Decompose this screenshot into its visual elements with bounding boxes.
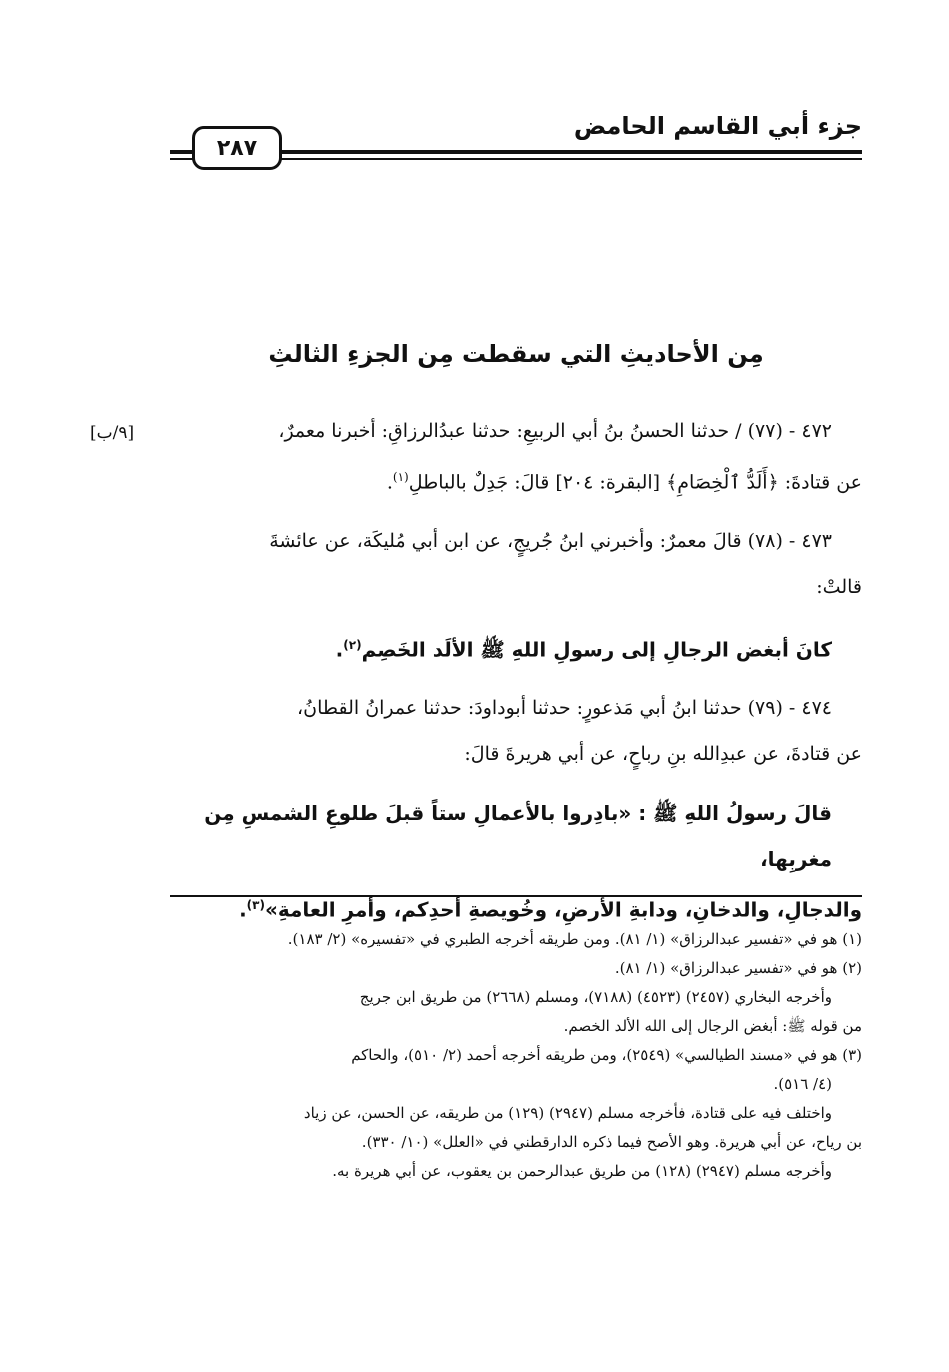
page-number: ٢٨٧ [192, 126, 282, 170]
hadith-472-line1: ٤٧٢ - (٧٧) / حدثنا الحسنُ بنُ أبي الربيعِ: حدثنا عبدُالرزاقِ: أخبرنا معمرٌ، [278, 420, 832, 442]
hadith-474-text-line1: قالَ رسولُ اللهِ ﷺ : «بادِروا بالأعمالِ ستاً قبلَ طلوعِ الشمسِ مِن مغربِها، [204, 801, 832, 871]
section-title: مِن الأحاديثِ التي سقطت مِن الجزءِ الثالثِ [268, 340, 764, 368]
footnote-3-cont3: بن رياح، عن أبي هريرة. وهو الأصح فيما ذكره الدارقطني في «العلل» (١٠/ ٣٣٠). [361, 1133, 862, 1151]
footnote-2-cont: وأخرجه البخاري (٢٤٥٧) (٤٥٢٣) (٧١٨٨)، ومسلم (٢٦٦٨) من طريق ابن جريج [359, 988, 832, 1006]
hadith-474 [170, 685, 862, 777]
hadith-473-line1: ٤٧٣ - (٧٨) قالَ معمرٌ: وأخبرني ابنُ جُريجٍ، عن ابن أبي مُليكَة، عن عائشةَ [269, 530, 832, 552]
footnote-2: (٢) هو في «تفسير عبدالرزاق» (١/ ٨١). [614, 959, 862, 977]
footnotes [170, 925, 862, 1186]
margin-note: [٩/ب] [90, 423, 135, 443]
footnote-3-cont: (٤/ ٥١٦). [773, 1075, 832, 1093]
hadith-472-line2: عن قتادةَ: ﴿أَلَدُّ ٱلْخِصَامِ﴾ [البقرة: ٢٠٤] قالَ: جَدِلٌ بالباطلِ$^{(١)}$. [386, 470, 862, 494]
hadith-473-text: كانَ أبغض الرجالِ إلى رسولِ اللهِ ﷺ الألَد الخَصِم$^{(٢)}$. [335, 637, 832, 662]
hadith-472 [170, 408, 862, 505]
hadith-473-line2: قالتْ: [816, 576, 862, 598]
hadith-474-line2: عن قتادةَ، عن عبدِالله بنِ رباحٍ، عن أبي هريرةَ قالَ: [464, 743, 862, 765]
hadith-474-text: قالَ رسولُ اللهِ ﷺ : «بادِروا بالأعمالِ ستاً قبلَ طلوعِ الشمسِ مِن مغربِها، والدجالِ، والدخانِ، ودابةِ الأرضِ، وخُويصةِ أحدِكم، وأمرِ العامةِ»$^{(٣)}$. [170, 790, 862, 933]
footnote-3-cont4: وأخرجه مسلم (٢٩٤٧) (١٢٨) من طريق عبدالرحمن بن يعقوب، عن أبي هريرة به. [332, 1162, 832, 1180]
page-header [170, 112, 862, 172]
footnote-ref-1: (١) [392, 470, 409, 484]
footnote-ref-2: (٢) [343, 638, 362, 652]
footnote-3: (٣) هو في «مسند الطيالسي» (٢٥٤٩)، ومن طريقه أخرجه أحمد (٢/ ٥١٠)، والحاكم [351, 1046, 862, 1064]
footnote-separator [170, 895, 862, 897]
footnote-ref-3: (٣) [246, 898, 265, 912]
footnote-3-cont2: واختلف فيه على قتادة، فأخرجه مسلم (٢٩٤٧) (١٢٩) من طريقه، عن الحسن، عن زياد [303, 1104, 832, 1122]
footnote-1: (١) هو في «تفسير عبدالرزاق» (١/ ٨١). ومن طريقه أخرجه الطبري في «تفسيره» (٢/ ١٨٣). [287, 930, 862, 948]
hadith-473 [170, 518, 862, 610]
running-title: جزء أبي القاسم الحامض [573, 112, 862, 140]
footnote-2-cont2: من قوله ﷺ: أبغض الرجال إلى الله الألد الخصم. [563, 1017, 862, 1035]
hadith-474-line1: ٤٧٤ - (٧٩) حدثنا ابنُ أبي مَذعورٍ: حدثنا أبوداودَ: حدثنا عمرانُ القطانُ، [297, 697, 832, 719]
